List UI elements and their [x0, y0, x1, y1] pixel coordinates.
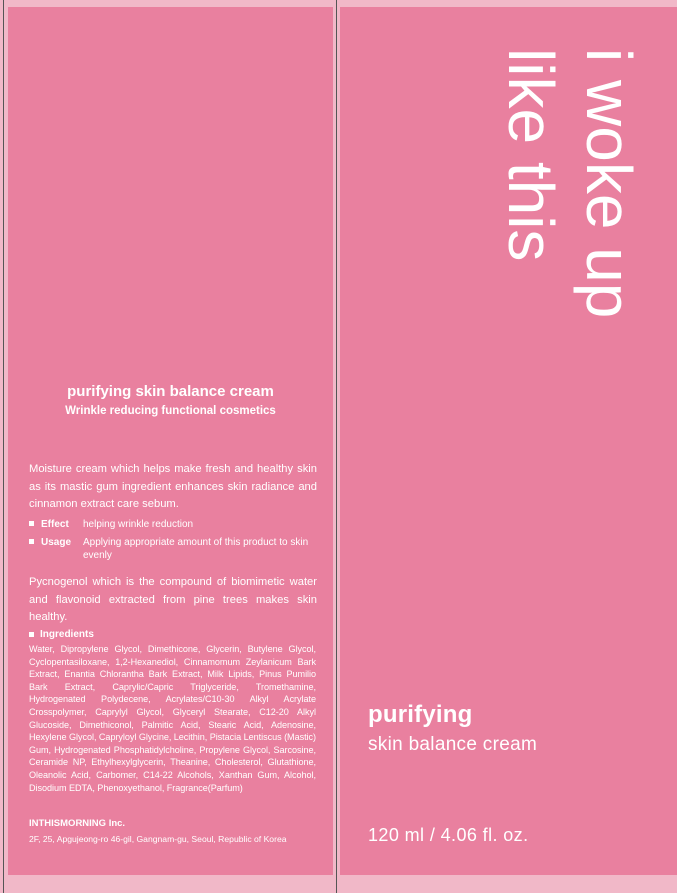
back-subtitle: Wrinkle reducing functional cosmetics — [65, 405, 276, 417]
product-title: purifying — [368, 701, 473, 728]
ingredients-heading — [29, 629, 94, 640]
bleed-strip-left — [0, 0, 8, 893]
effect-label: Effect — [41, 519, 69, 530]
product-subtitle: skin balance cream — [368, 734, 538, 755]
brand-line-2: like this — [495, 48, 567, 262]
bullet-square-icon — [29, 539, 34, 544]
brand-text — [492, 48, 648, 318]
usage-label: Usage — [41, 537, 72, 548]
crop-line-middle — [336, 0, 337, 893]
bullet-square-icon — [29, 521, 34, 526]
ingredients-label: Ingredients — [40, 629, 94, 640]
effect-value: helping wrinkle reduction — [83, 519, 194, 530]
company-name: INTHISMORNING Inc. — [29, 818, 126, 829]
bullet-square-icon — [29, 632, 34, 637]
product-volume: 120 ml / 4.06 fl. oz. — [368, 825, 529, 845]
back-title: purifying skin balance cream — [67, 383, 274, 400]
ingredients-list: Water, Dipropylene Glycol, Dimethicone, Glycerin, Butylene Glycol, Cyclopentasiloxane, 1,2-Hexanediol, Cinnamomum Zeylanicum Bark Extract, Enantia Chlorantha Bark Extract, Milk Lipids, Pinus Pumilio Bark Extract, Caprylic/Capric Triglyceride, Tromethamine, Hydrogenated Polydecene, Acrylates/C10-30 Alkyl Acrylate Crosspolymer, Caprylyl Glycol, Glyceryl Stearate, C12-20 Alkyl Glucoside, Dimethiconol, Palmitic Acid, Stearic Acid, Adenosine, Hexylene Glycol, Capryloyl Glycine, Lecithin, Pistacia Lentiscus (Mastic) Gum, Hydrogenated Phosphatidylcholine, Propylene Glycol, Sarcosine, Ceramide NP, Ethylhexylglycerin, Theanine, Cholesterol, Glutathione, Oleanolic Acid, Carbomer, C14-22 Alcohols, Xanthan Gum, Alcohol, Disodium EDTA, Phenoxyethanol, Fragrance(Parfum) — [29, 644, 316, 793]
usage-value: Applying appropriate amount of this product to skin evenly — [83, 537, 309, 561]
brand-line-1: i woke up — [573, 48, 645, 319]
brand-logo — [495, 48, 648, 438]
company-address: 2F, 25, Apgujeong-ro 46-gil, Gangnam-gu, Seoul, Republic of Korea — [29, 834, 287, 844]
intro-paragraph: Moisture cream which helps make fresh and healthy skin as its mastic gum ingredient enhances skin radiance and cinnamon extract care sebum. — [29, 463, 317, 510]
crop-line-left — [3, 0, 4, 893]
pycnogenol-paragraph: Pycnogenol which is the compound of biomimetic water and flavonoid extracted from pine trees makes skin healthy. — [29, 576, 317, 623]
